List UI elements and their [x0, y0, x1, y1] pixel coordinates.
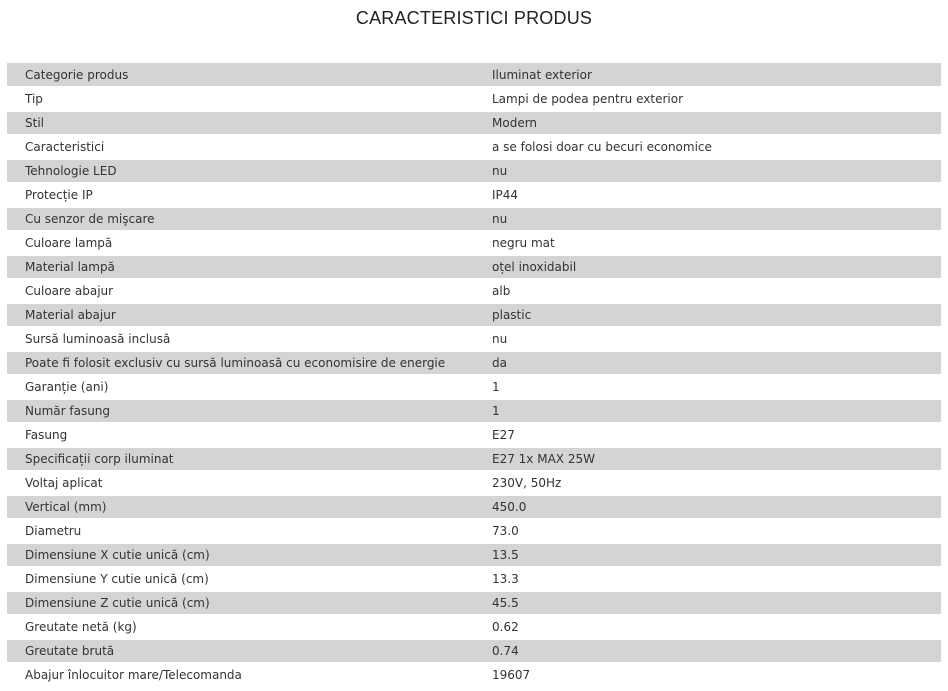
spec-value: da [492, 351, 941, 375]
spec-label: Greutate netă (kg) [7, 615, 492, 639]
spec-value: IP44 [492, 183, 941, 207]
table-row [7, 63, 941, 87]
spec-value: 0.62 [492, 615, 941, 639]
table-row [7, 543, 941, 567]
spec-label: Voltaj aplicat [7, 471, 492, 495]
spec-value: Lampi de podea pentru exterior [492, 87, 941, 111]
spec-value: 13.3 [492, 567, 941, 591]
spec-value: nu [492, 159, 941, 183]
spec-label: Caracteristici [7, 135, 492, 159]
table-row [7, 639, 941, 663]
specs-table [7, 63, 941, 688]
spec-label: Culoare lampă [7, 231, 492, 255]
spec-label: Specificații corp iluminat [7, 447, 492, 471]
table-row [7, 255, 941, 279]
table-row [7, 231, 941, 255]
spec-value: alb [492, 279, 941, 303]
table-row [7, 663, 941, 687]
spec-value: negru mat [492, 231, 941, 255]
spec-label: Protecție IP [7, 183, 492, 207]
spec-label: Material lampă [7, 255, 492, 279]
spec-value: 0.74 [492, 639, 941, 663]
spec-value: a se folosi doar cu becuri economice [492, 135, 941, 159]
table-row [7, 471, 941, 495]
table-row [7, 495, 941, 519]
spec-value: E27 1x MAX 25W [492, 447, 941, 471]
spec-label: Diametru [7, 519, 492, 543]
spec-value: 19607 [492, 663, 941, 687]
spec-label: Poate fi folosit exclusiv cu sursă luminoasă cu economisire de energie [7, 351, 492, 375]
spec-value: oțel inoxidabil [492, 255, 941, 279]
spec-value: 13.5 [492, 543, 941, 567]
specs-table-body [7, 63, 941, 687]
spec-label: Sursă luminoasă inclusă [7, 327, 492, 351]
spec-value: 73.0 [492, 519, 941, 543]
spec-label: Garanție (ani) [7, 375, 492, 399]
spec-value: nu [492, 207, 941, 231]
table-row [7, 183, 941, 207]
spec-value: 1 [492, 375, 941, 399]
table-row [7, 447, 941, 471]
table-row [7, 519, 941, 543]
spec-label: Categorie produs [7, 63, 492, 87]
spec-value: 45.5 [492, 591, 941, 615]
spec-value: 230V, 50Hz [492, 471, 941, 495]
table-row [7, 375, 941, 399]
table-row [7, 327, 941, 351]
table-row [7, 207, 941, 231]
spec-label: Dimensiune Z cutie unică (cm) [7, 591, 492, 615]
spec-label: Fasung [7, 423, 492, 447]
table-row [7, 87, 941, 111]
table-row [7, 423, 941, 447]
spec-label: Tip [7, 87, 492, 111]
table-row [7, 351, 941, 375]
table-row [7, 135, 941, 159]
page-title: CARACTERISTICI PRODUS [355, 8, 593, 28]
spec-value: Modern [492, 111, 941, 135]
spec-label: Număr fasung [7, 399, 492, 423]
spec-label: Tehnologie LED [7, 159, 492, 183]
spec-value: E27 [492, 423, 941, 447]
spec-value: Iluminat exterior [492, 63, 941, 87]
spec-value: plastic [492, 303, 941, 327]
spec-label: Greutate brută [7, 639, 492, 663]
table-row [7, 615, 941, 639]
spec-label: Dimensiune Y cutie unică (cm) [7, 567, 492, 591]
spec-value: nu [492, 327, 941, 351]
table-row [7, 111, 941, 135]
table-row [7, 279, 941, 303]
table-row [7, 567, 941, 591]
spec-label: Stil [7, 111, 492, 135]
spec-label: Material abajur [7, 303, 492, 327]
spec-label: Dimensiune X cutie unică (cm) [7, 543, 492, 567]
spec-value: 450.0 [492, 495, 941, 519]
spec-label: Vertical (mm) [7, 495, 492, 519]
table-row [7, 399, 941, 423]
table-row [7, 591, 941, 615]
spec-value: 1 [492, 399, 941, 423]
table-row [7, 303, 941, 327]
table-row [7, 159, 941, 183]
spec-label: Abajur înlocuitor mare/Telecomanda [7, 663, 492, 687]
spec-label: Cu senzor de mişcare [7, 207, 492, 231]
spec-label: Culoare abajur [7, 279, 492, 303]
